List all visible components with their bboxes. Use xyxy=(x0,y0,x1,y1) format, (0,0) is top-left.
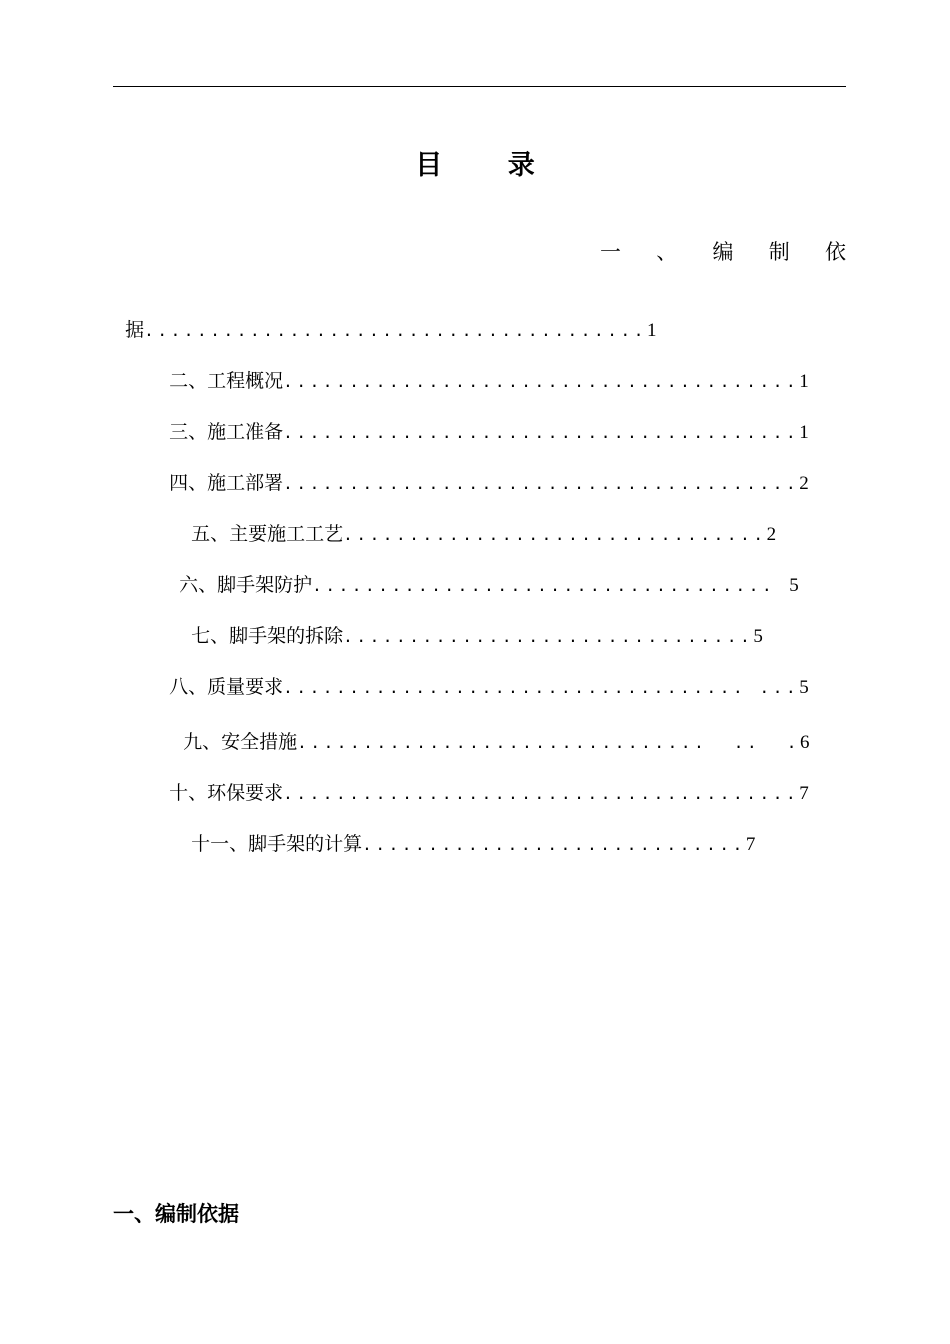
toc-page-number: 1 xyxy=(646,320,657,341)
toc-title: 目 录 xyxy=(415,150,563,181)
toc-entry-label: 十、环保要求 xyxy=(169,782,284,804)
section-heading: 一、编制依据 xyxy=(113,1202,239,1226)
toc-entry-label: 二、工程概况 xyxy=(169,370,284,392)
toc-page-number: 2 xyxy=(766,524,777,545)
toc-leader-dots: ................................... xyxy=(312,576,776,595)
toc-page-number: 1 xyxy=(799,371,809,392)
toc-entry-1-first-line[interactable] xyxy=(600,238,846,266)
toc-entry-4[interactable] xyxy=(157,444,809,497)
toc-leader-dots: ....................................... xyxy=(283,372,800,391)
toc-page-number: 5 xyxy=(799,677,809,698)
toc-page-number: 5 xyxy=(753,626,763,647)
toc-entry-label: 六、脚手架防护 xyxy=(179,574,313,596)
toc-leader-dots: ............................... .. . xyxy=(297,733,800,752)
toc-page-number: 6 xyxy=(799,732,810,753)
toc-entry-label: 四、施工部署 xyxy=(169,472,284,494)
toc-entry-label: 据 xyxy=(125,319,145,341)
toc-entry-1-char: 制 xyxy=(768,240,790,264)
toc-entry-2[interactable] xyxy=(157,342,809,395)
toc-leader-dots: ....................................... xyxy=(283,784,800,803)
toc-leader-dots: ....................................... xyxy=(283,423,800,442)
toc-entry-10[interactable] xyxy=(157,754,809,807)
toc-page-number: 7 xyxy=(745,834,756,855)
toc-entry-label: 十一、脚手架的计算 xyxy=(191,833,363,855)
toc-entry-6[interactable] xyxy=(167,546,799,599)
toc-page-number: 7 xyxy=(799,783,809,804)
toc-leader-dots: ...................................... xyxy=(144,321,647,340)
toc-leader-dots: ............................. xyxy=(362,835,746,854)
toc-entry-1-continuation[interactable] xyxy=(113,291,656,344)
toc-entry-1-char: 、 xyxy=(656,240,678,264)
toc-entry-1-char: 一 xyxy=(600,240,621,264)
toc-entry-9[interactable] xyxy=(171,703,809,756)
toc-entry-1-char: 依 xyxy=(825,240,846,264)
toc-entry-8[interactable] xyxy=(157,648,809,701)
toc-page-number: 1 xyxy=(799,422,809,443)
toc-entry-11[interactable] xyxy=(179,805,755,858)
toc-entry-label: 八、质量要求 xyxy=(169,676,284,698)
toc-entry-7[interactable] xyxy=(179,597,763,650)
toc-leader-dots: ................................ xyxy=(343,525,767,544)
toc-leader-dots: ............................... xyxy=(343,627,754,646)
toc-leader-dots: ....................................... xyxy=(283,474,800,493)
toc-entry-1-char: 编 xyxy=(712,240,734,264)
toc-page-number: 5 xyxy=(789,575,799,596)
toc-entry-label: 九、安全措施 xyxy=(183,731,298,753)
toc-leader-dots: ................................... ... xyxy=(283,678,800,697)
toc-entry-label: 五、主要施工工艺 xyxy=(191,523,344,545)
header-rule xyxy=(113,86,846,87)
toc-page-number: 2 xyxy=(799,473,809,494)
toc-entry-label: 七、脚手架的拆除 xyxy=(191,625,344,647)
toc-entry-3[interactable] xyxy=(157,393,809,446)
toc-entry-5[interactable] xyxy=(179,495,776,548)
toc-entry-label: 三、施工准备 xyxy=(169,421,284,443)
